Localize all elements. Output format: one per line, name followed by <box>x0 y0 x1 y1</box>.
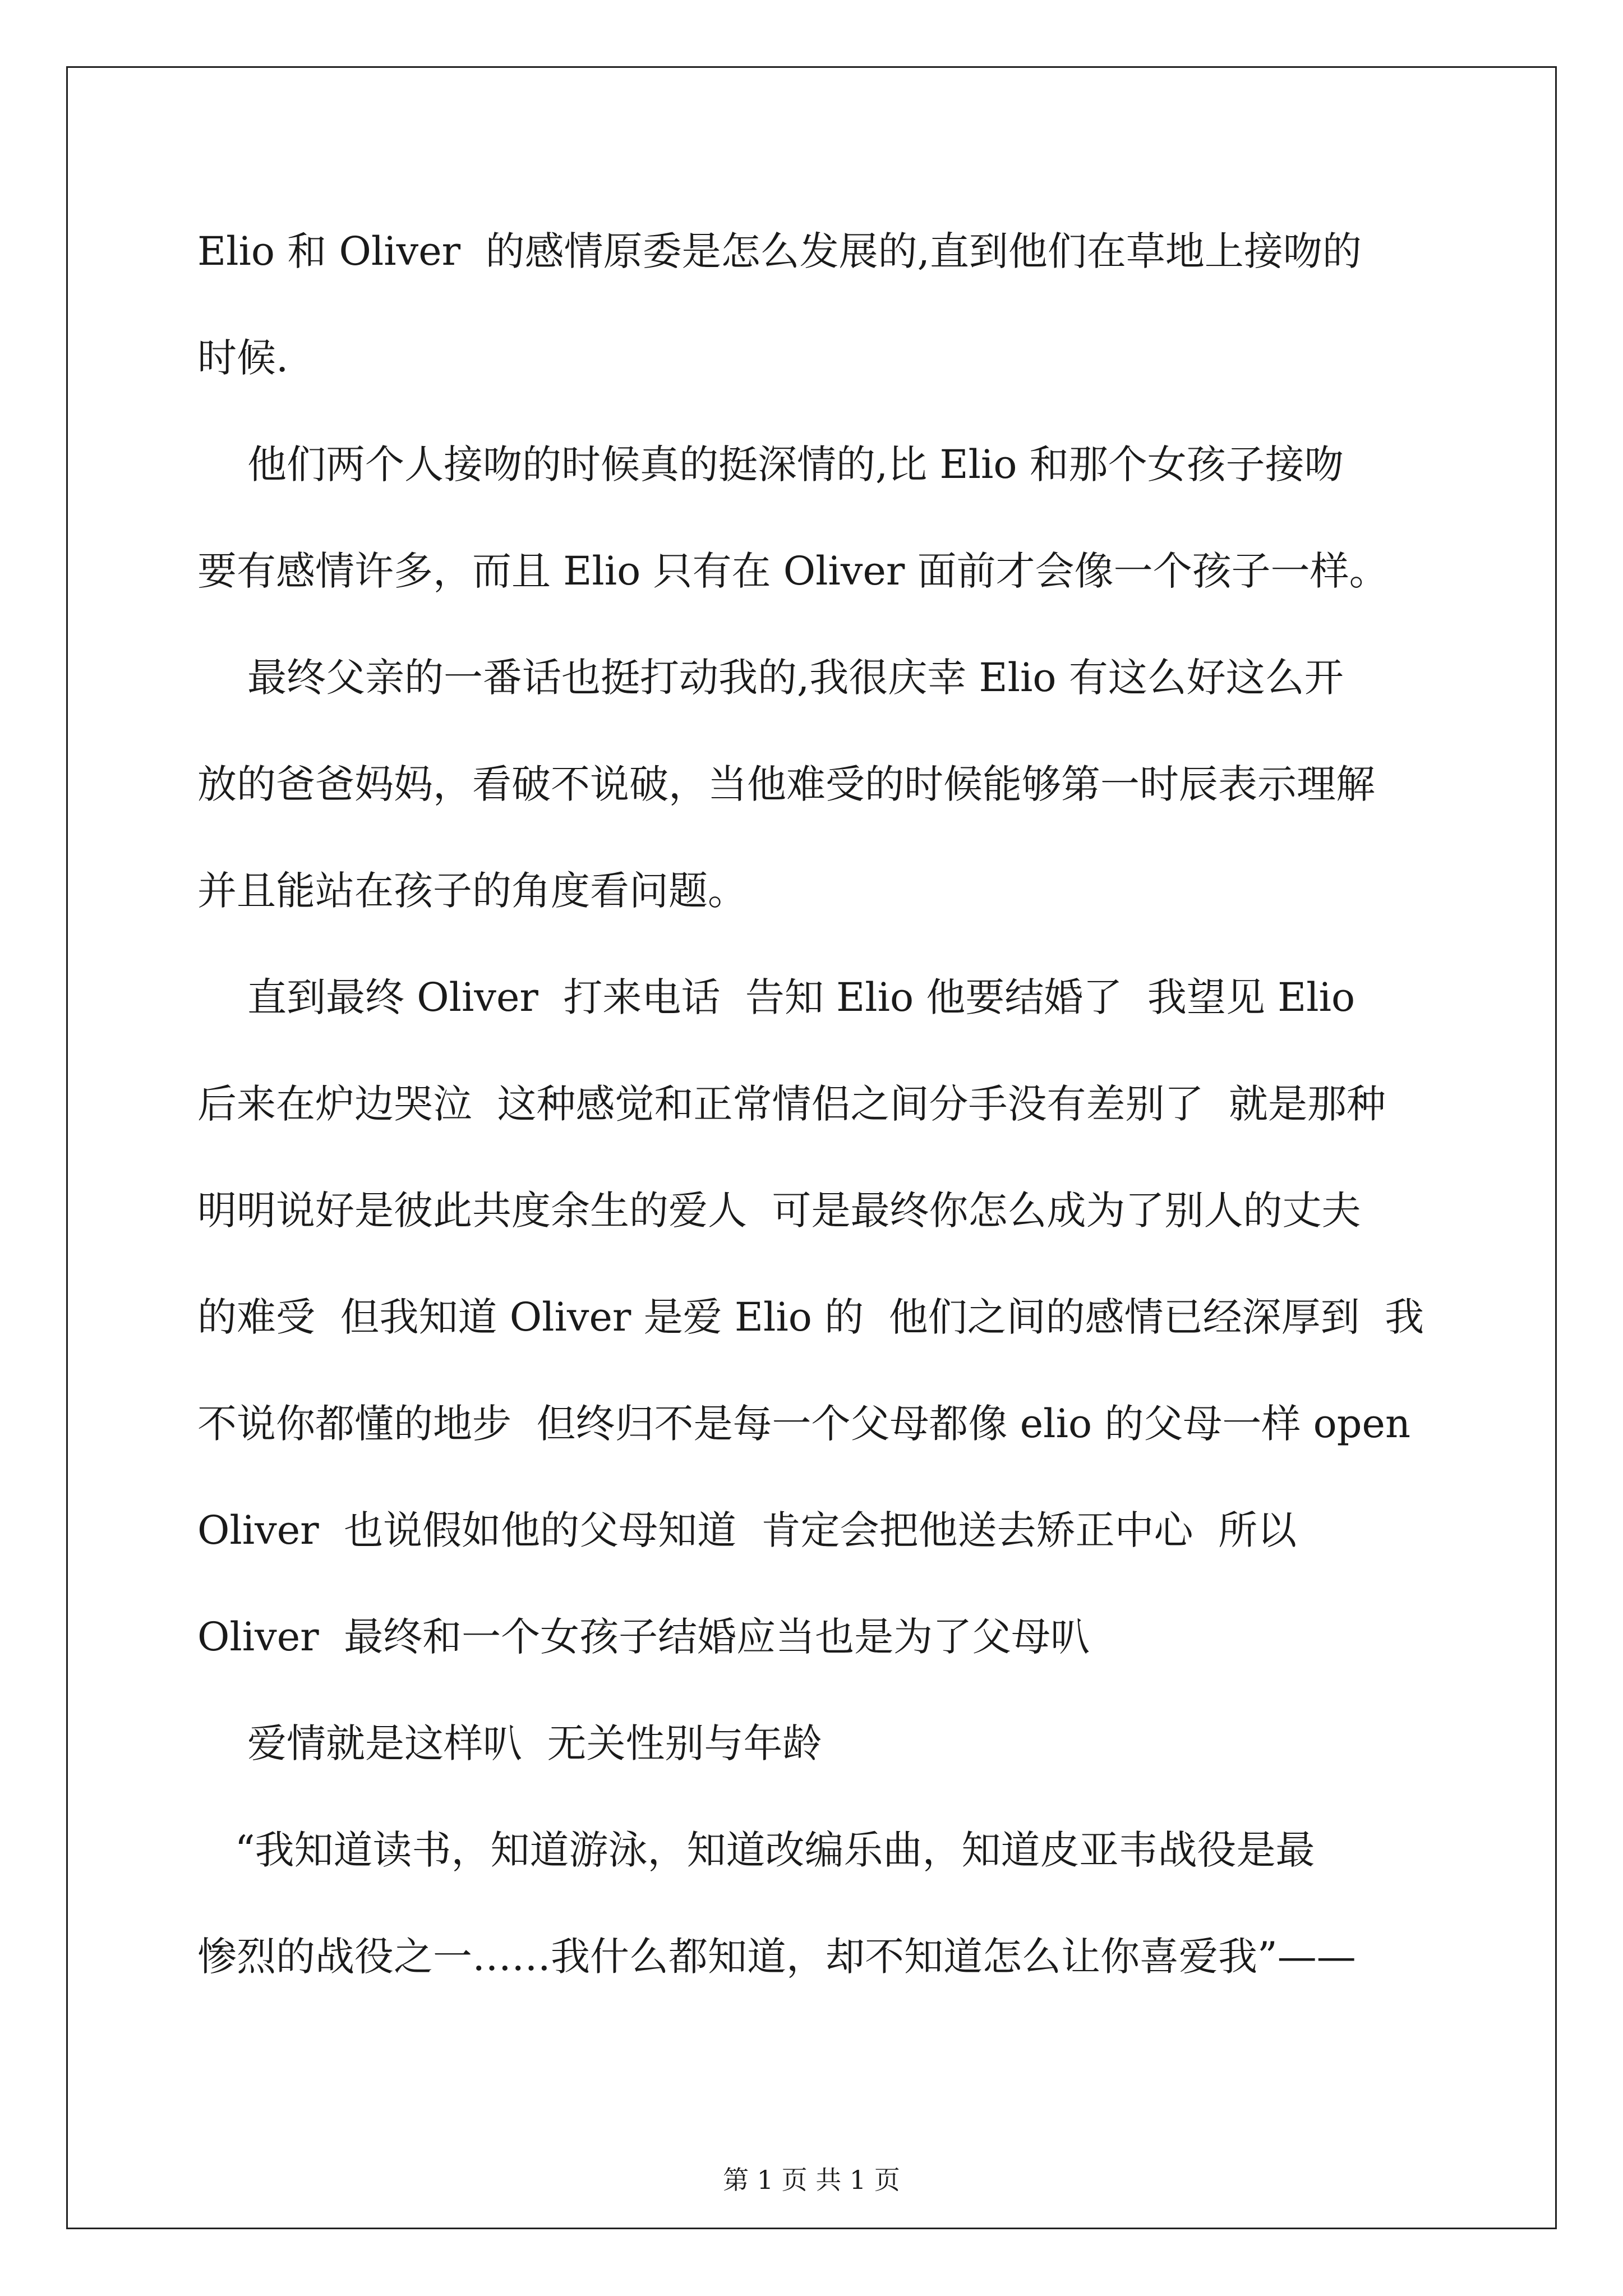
text-line: Oliver 也说假如他的父母知道 肯定会把他送去矫正中心 所以 <box>197 1507 1297 1553</box>
page-number-footer: 第 1 页 共 1 页 <box>723 2165 900 2195</box>
text-line: 他们两个人接吻的时候真的挺深情的,比 Elio 和那个女孩子接吻 <box>197 441 1344 487</box>
text-line: 并且能站在孩子的角度看问题。 <box>197 868 747 914</box>
text-line: 惨烈的战役之一……我什么都知道，却不知道怎么让你喜爱我”—— <box>197 1934 1356 1980</box>
text-line: “我知道读书，知道游泳，知道改编乐曲，知道皮亚韦战役是最 <box>197 1827 1315 1873</box>
text-line: Oliver 最终和一个女孩子结婚应当也是为了父母叭 <box>197 1614 1090 1660</box>
text-line: 直到最终 Oliver 打来电话 告知 Elio 他要结婚了 我望见 Elio <box>197 974 1355 1020</box>
text-line: 爱情就是这样叭 无关性别与年龄 <box>197 1720 822 1766</box>
text-line: Elio 和 Oliver 的感情原委是怎么发展的,直到他们在草地上接吻的 <box>197 228 1362 274</box>
text-line: 不说你都懂的地步 但终归不是每一个父母都像 elio 的父母一样 open <box>197 1401 1411 1447</box>
text-line: 要有感情许多，而且 Elio 只有在 Oliver 面前才会像一个孩子一样。 <box>197 548 1389 594</box>
text-line: 放的爸爸妈妈，看破不说破，当他难受的时候能够第一时辰表示理解 <box>197 761 1375 807</box>
text-line: 明明说好是彼此共度余生的爱人 可是最终你怎么成为了别人的丈夫 <box>197 1188 1361 1234</box>
text-line: 后来在炉边哭泣 这种感觉和正常情侣之间分手没有差别了 就是那种 <box>197 1081 1386 1127</box>
text-line: 时候. <box>197 335 289 381</box>
text-line: 的难受 但我知道 Oliver 是爱 Elio 的 他们之间的感情已经深厚到 我 <box>197 1294 1424 1340</box>
page-border <box>66 66 1557 2229</box>
text-line: 最终父亲的一番话也挺打动我的,我很庆幸 Elio 有这么好这么开 <box>197 655 1344 701</box>
